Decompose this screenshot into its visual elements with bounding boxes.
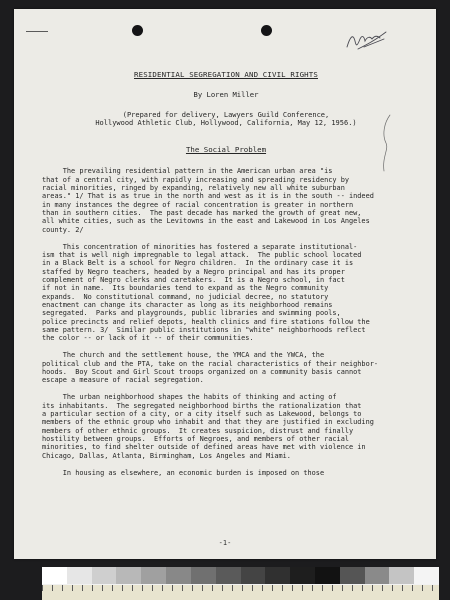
text-line: areas." 1/ That is as true in the north and west as it is in the south -- indeed [42,192,374,201]
text-line: if not in name. Its boundaries tend to expand as the Negro community [42,284,329,293]
gray-swatch [116,567,141,584]
document-page [14,9,436,559]
text-line: complement of Negro clerks and caretakers. It is a Negro school, in fact [42,275,345,284]
margin-mark [26,31,48,32]
text-line: This concentration of minorities has fostered a separate institutional- [42,242,358,251]
gray-swatch [42,567,67,584]
punch-hole [132,25,143,36]
gray-swatch [92,567,117,584]
text-line: in many instances the degree of racial concentration is greater in northern [42,200,354,209]
gray-swatch [340,567,365,584]
text-line: ism that is well nigh impregnable to legal attack. The public school located [42,250,362,259]
prepared-note [42,111,410,128]
gray-swatch [315,567,340,584]
text-line: police precincts and relief depots, health clinics and fire stations follow the [42,317,370,326]
text-line: its inhabitants. The segregated neighborhood births the rationalization that [42,401,362,410]
text-line: The church and the settlement house, the YMCA and the YWCA, the [42,351,325,360]
text-line: in a Black Belt is a school for Negro children. In the ordinary case it is [42,259,354,268]
grayscale-swatch-strip [42,567,439,584]
prepared-note-line: (Prepared for delivery, Lawyers Guild Conference, [122,110,330,119]
text-line: same pattern. 3/ Similar public institutions in "white" neighborhoods reflect [42,326,366,334]
text-line: hostility between groups. Efforts of Negroes, and members of other racial [42,434,349,443]
document-title: RESIDENTIAL SEGREGATION AND CIVIL RIGHTS [134,70,318,79]
text-line: Chicago, Dallas, Atlanta, Birmingham, Los Angeles and Miami. [42,451,291,460]
color-calibration-target [42,567,439,600]
text-line: racial minorities, ringed by expanding, relatively new all white suburban [42,183,345,192]
text-line: expands. No constitutional command, no judicial decree, no statutory [42,292,329,301]
paragraph [42,393,410,460]
text-line: county. 2/ [42,225,84,234]
measurement-ruler [42,585,439,600]
section-heading: The Social Problem [185,144,267,154]
text-line: members of the ethnic group who inhabit and that they are justified in excluding [42,418,374,427]
gray-swatch [414,567,439,584]
gray-swatch [67,567,92,584]
text-line: segregated. Parks and playgrounds, public libraries and swimming pools, [42,309,341,318]
text-line: enactment can change its character as long as its neighborhood remains [42,300,333,309]
gray-swatch [290,567,315,584]
text-line: all white cities, such as the Levitowns in the east and Lakewood in Los Angeles [42,217,370,226]
text-line: members of other ethnic groups. It creates suspicion, distrust and finally [42,426,354,435]
text-line: minorities, to find shelter outside of defined areas have met with violence in [42,443,366,452]
punch-hole [261,25,272,36]
text-line: that of a central city, with rapidly increasing and spreading residency by [42,175,349,184]
gray-swatch [365,567,390,584]
text-line: The urban neighborhood shapes the habits of thinking and acting of [42,393,337,402]
text-line: hoods. Boy Scout and Girl Scout troops organized on a community basis cannot [42,367,362,376]
gray-swatch [166,567,191,584]
paragraph [42,243,410,343]
text-line: In housing as elsewhere, an economic burden is imposed on those [42,468,325,477]
author-byline: By Loren Miller [193,90,259,100]
gray-swatch [141,567,166,584]
paragraph [42,351,410,384]
document-body [42,71,410,486]
paragraph [42,167,410,234]
text-line: political club and the PTA, take on the racial characteristics of their neighbor- [42,359,379,368]
text-line: than in southern cities. The past decade has marked the growth of great new, [42,208,362,217]
gray-swatch [191,567,216,584]
paragraph [42,469,410,477]
page-number: -1- [218,539,232,547]
prepared-note-line: Hollywood Athletic Club, Hollywood, California, May 12, 1956.) [95,119,357,128]
text-line: staffed by Negro teachers, headed by a Negro principal and has its proper [42,267,345,276]
text-line: The prevailing residential pattern in the American urban area "is [42,167,333,176]
text-line: escape a measure of racial segregation. [42,376,204,385]
gray-swatch [241,567,266,584]
handwritten-signature-icon [344,27,388,53]
gray-swatch [389,567,414,584]
text-line: the color -- or lack of it -- of their communities. [42,334,254,343]
gray-swatch [216,567,241,584]
text-line: a particular section of a city, or a city itself such as Lakewood, belongs to [42,409,362,418]
gray-swatch [265,567,290,584]
